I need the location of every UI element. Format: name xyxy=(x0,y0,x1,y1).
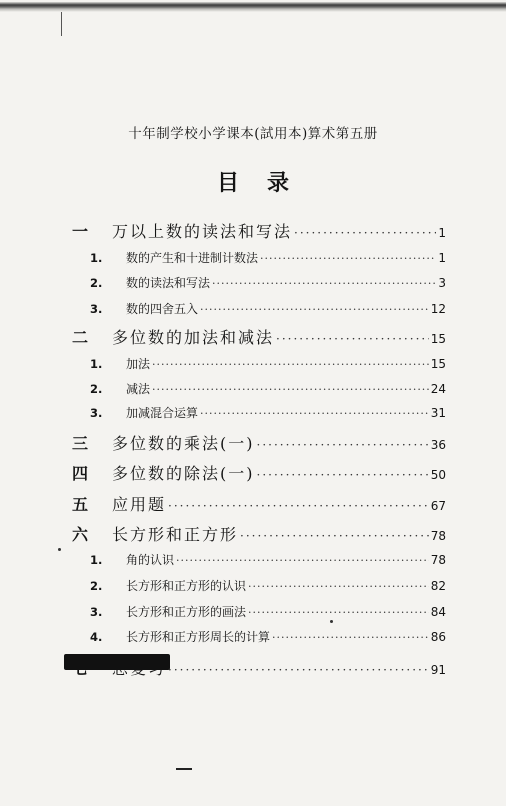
page-number: 24 xyxy=(430,382,446,396)
toc-section-1-3[interactable] xyxy=(72,300,446,317)
section-title: 长方形和正方形的画法 xyxy=(126,605,247,619)
toc-section-2-2[interactable] xyxy=(72,380,446,397)
toc-chapter-1[interactable] xyxy=(72,219,446,242)
footer-dash xyxy=(176,768,192,770)
chapter-title: 长方形和正方形 xyxy=(112,525,239,544)
section-number: 1. xyxy=(90,357,103,371)
scan-margin-mark xyxy=(61,12,62,36)
page-number: 50 xyxy=(430,468,446,482)
toc-chapter-6[interactable] xyxy=(72,522,446,545)
section-number: 3. xyxy=(90,605,103,619)
dot-leader xyxy=(152,358,429,371)
stray-mark xyxy=(330,620,333,623)
section-title: 数的四舍五入 xyxy=(126,302,199,316)
dot-leader xyxy=(176,554,429,567)
toc-section-1-1[interactable] xyxy=(72,249,446,266)
page-number: 15 xyxy=(430,357,446,371)
page-number: 36 xyxy=(430,438,446,452)
scan-edge-artifact xyxy=(0,2,506,12)
section-number: 2. xyxy=(90,276,103,290)
dot-leader xyxy=(168,663,429,677)
page-number: 78 xyxy=(430,553,446,567)
book-series-header: 十年制学校小学课本(試用本)算术第五册 xyxy=(128,126,378,142)
toc-title: 目录 xyxy=(216,170,317,196)
section-number: 3. xyxy=(90,302,103,316)
toc-section-6-1[interactable] xyxy=(72,551,446,568)
chapter-number: 五 xyxy=(72,495,89,514)
page-number: 84 xyxy=(430,605,446,619)
dot-leader xyxy=(240,529,429,543)
dot-leader xyxy=(200,303,429,316)
dot-leader xyxy=(257,438,429,452)
dot-leader xyxy=(152,383,429,396)
page-number: 3 xyxy=(438,276,446,290)
toc-chapter-2[interactable] xyxy=(72,325,446,348)
page-number: 91 xyxy=(430,663,446,677)
section-number: 2. xyxy=(90,579,103,593)
chapter-number: 四 xyxy=(72,464,89,483)
section-number: 1. xyxy=(90,553,103,567)
dot-leader xyxy=(200,407,429,420)
toc-chapter-5[interactable] xyxy=(72,492,446,515)
page-number: 12 xyxy=(430,302,446,316)
section-title: 角的认识 xyxy=(126,553,175,567)
dot-leader xyxy=(260,252,436,265)
dot-leader xyxy=(248,580,429,593)
chapter-number: 二 xyxy=(72,328,89,347)
ink-smudge xyxy=(64,654,170,670)
page-number: 78 xyxy=(430,529,446,543)
toc-section-2-3[interactable] xyxy=(72,404,446,421)
chapter-number: 六 xyxy=(72,525,89,544)
page-number: 86 xyxy=(430,630,446,644)
page-number: 1 xyxy=(438,251,446,265)
dot-leader xyxy=(294,226,436,240)
page-number: 31 xyxy=(430,406,446,420)
chapter-title: 万以上数的读法和写法 xyxy=(112,222,293,241)
chapter-number: 三 xyxy=(72,434,89,453)
dot-leader xyxy=(257,468,429,482)
section-title: 长方形和正方形周长的计算 xyxy=(126,630,271,644)
section-title: 加法 xyxy=(126,357,151,371)
page-number: 82 xyxy=(430,579,446,593)
dot-leader xyxy=(272,631,429,644)
chapter-number: 一 xyxy=(72,222,89,241)
page-number: 67 xyxy=(430,499,446,513)
toc-section-6-3[interactable] xyxy=(72,603,446,620)
section-title: 数的读法和写法 xyxy=(126,276,211,290)
chapter-title: 应用题 xyxy=(112,495,167,514)
chapter-title: 多位数的乘法(一) xyxy=(112,434,255,453)
dot-leader xyxy=(212,277,436,290)
toc-chapter-4[interactable] xyxy=(72,461,446,484)
section-title: 加减混合运算 xyxy=(126,406,199,420)
dot-leader xyxy=(168,499,429,513)
dot-leader xyxy=(276,332,429,346)
chapter-title: 多位数的加法和减法 xyxy=(112,328,275,347)
section-number: 3. xyxy=(90,406,103,420)
page-number: 15 xyxy=(430,332,446,346)
section-number: 4. xyxy=(90,630,103,644)
section-number: 1. xyxy=(90,251,103,265)
section-number: 2. xyxy=(90,382,103,396)
section-title: 减法 xyxy=(126,382,151,396)
toc-section-2-1[interactable] xyxy=(72,355,446,372)
toc-section-6-2[interactable] xyxy=(72,577,446,594)
toc-section-6-4[interactable] xyxy=(72,628,446,645)
section-title: 长方形和正方形的认识 xyxy=(126,579,247,593)
stray-mark xyxy=(58,548,61,551)
dot-leader xyxy=(248,606,429,619)
toc-section-1-2[interactable] xyxy=(72,274,446,291)
page-number: 1 xyxy=(438,226,446,240)
chapter-title: 多位数的除法(一) xyxy=(112,464,255,483)
toc-chapter-3[interactable] xyxy=(72,431,446,454)
section-title: 数的产生和十进制计数法 xyxy=(126,251,259,265)
